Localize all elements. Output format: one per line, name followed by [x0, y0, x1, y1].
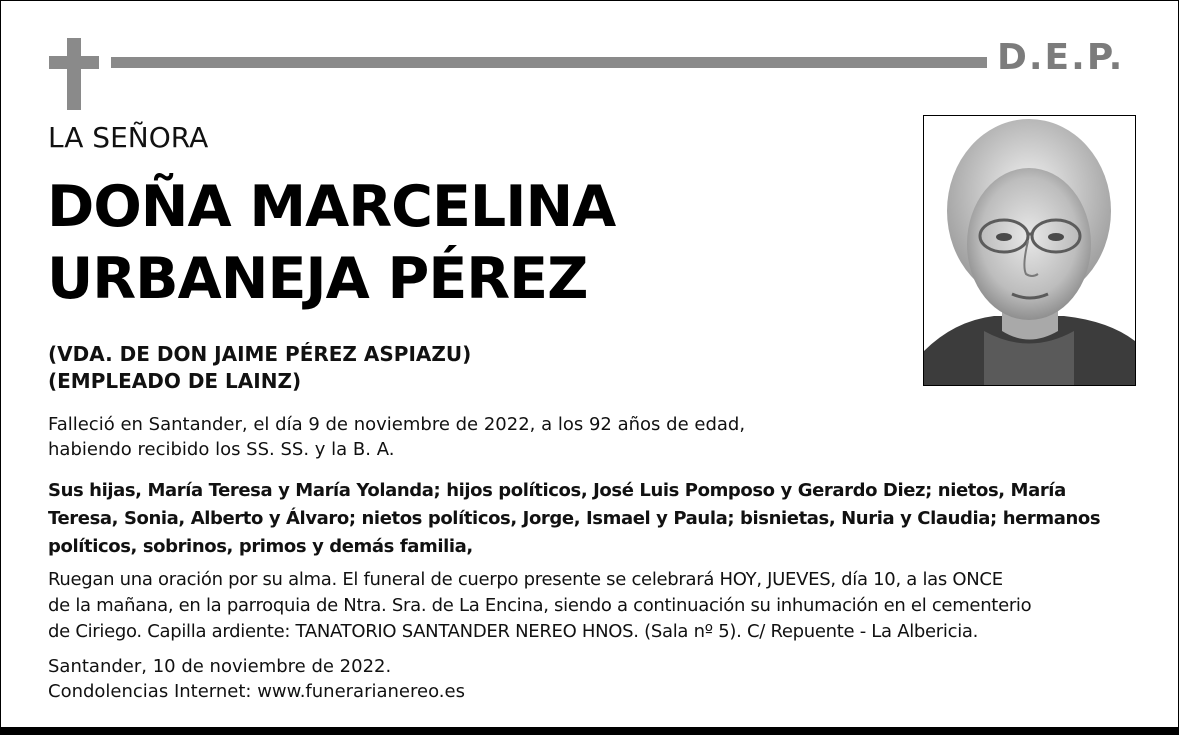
name-line-1: DOÑA MARCELINA [47, 174, 616, 240]
subtitle-employer: (EMPLEADO DE LAINZ) [48, 369, 302, 393]
header-rule [111, 57, 987, 68]
condolences-link: Condolencias Internet: www.funerarianereo.es [48, 681, 465, 702]
funeral-paragraph [48, 567, 1138, 645]
family-line-1: Sus hijas, María Teresa y María Yolanda; hijos políticos, José Luis Pomposo y Gerardo Diez; nietos, María [48, 480, 1066, 501]
place-date: Santander, 10 de noviembre de 2022. [48, 656, 392, 677]
death-line-2: habiendo recibido los SS. SS. y la B. A. [48, 439, 395, 460]
bottom-border [1, 727, 1178, 734]
death-line-1: Falleció en Santander, el día 9 de noviembre de 2022, a los 92 años de edad, [48, 414, 746, 435]
subtitle-widow: (VDA. DE DON JAIME PÉREZ ASPIAZU) [48, 342, 472, 366]
family-paragraph [48, 477, 1138, 561]
funeral-line-1: Ruegan una oración por su alma. El funeral de cuerpo presente se celebrará HOY, JUEVES, día 10, a las ONCE [48, 569, 1003, 590]
name-line-2: URBANEJA PÉREZ [47, 246, 588, 312]
portrait-photo [923, 115, 1136, 386]
cross-icon-bar [49, 56, 99, 69]
family-line-3: políticos, sobrinos, primos y demás familia, [48, 536, 473, 557]
footer [48, 654, 748, 704]
funeral-line-2: de la mañana, en la parroquia de Ntra. Sra. de La Encina, siendo a continuación su inhumación en el cementerio [48, 595, 1032, 616]
dep-label: D.E.P. [997, 37, 1125, 78]
funeral-line-3: de Ciriego. Capilla ardiente: TANATORIO SANTANDER NEREO HNOS. (Sala nº 5). C/ Repuente - La Albericia. [48, 621, 979, 642]
deceased-name [47, 171, 615, 315]
cross-icon [67, 38, 81, 110]
subtitles [48, 341, 471, 395]
portrait-image [924, 116, 1135, 385]
death-paragraph [48, 412, 828, 462]
title-prefix: LA SEÑORA [48, 121, 209, 154]
family-line-2: Teresa, Sonia, Alberto y Álvaro; nietos políticos, Jorge, Ismael y Paula; bisnietas, Nuria y Claudia; hermanos [48, 508, 1101, 529]
